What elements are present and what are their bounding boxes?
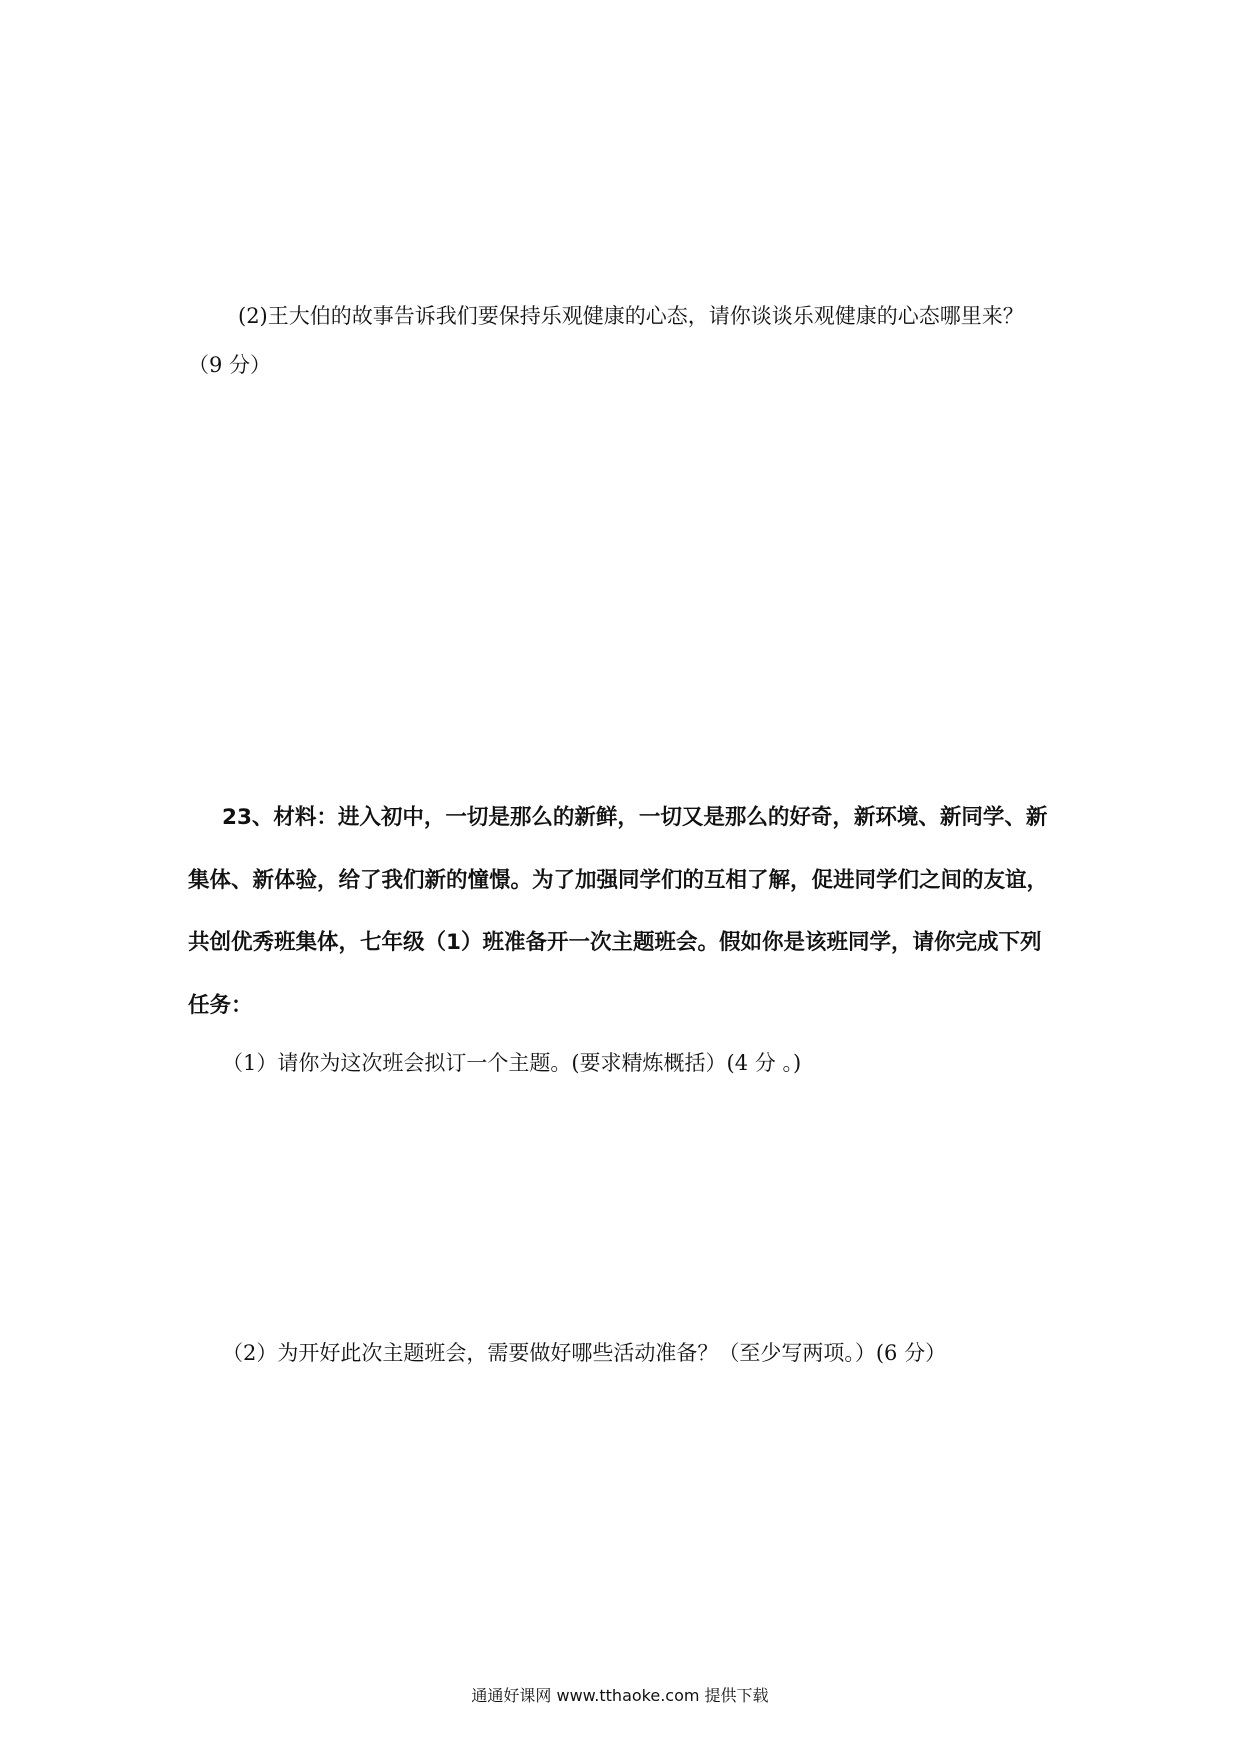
question-23-material-line-3: 共创优秀班集体，七年级（1）班准备开一次主题班会。假如你是该班同学，请你完成下列	[188, 930, 1042, 955]
question-23-part-2: （2）为开好此次主题班会，需要做好哪些活动准备？（至少写两项。）(6 分）	[222, 1341, 947, 1365]
footer-source-note: 通通好课网 www.tthaoke.com 提供下载	[471, 1686, 769, 1705]
question-23-material-line-1: 23、材料：进入初中，一切是那么的新鲜，一切又是那么的好奇，新环境、新同学、新	[222, 805, 1048, 830]
question-22-part-2-line-1: (2)王大伯的故事告诉我们要保持乐观健康的心态，请你谈谈乐观健康的心态哪里来？	[238, 304, 1024, 328]
question-23-material-line-4: 任务：	[188, 993, 253, 1018]
question-23-part-1: （1）请你为这次班会拟订一个主题。(要求精炼概括）(4 分 。)	[222, 1051, 802, 1075]
question-22-part-2-score: （9 分）	[188, 353, 272, 377]
question-23-material-line-2: 集体、新体验，给了我们新的憧憬。为了加强同学们的互相了解，促进同学们之间的友谊，	[188, 868, 1049, 893]
